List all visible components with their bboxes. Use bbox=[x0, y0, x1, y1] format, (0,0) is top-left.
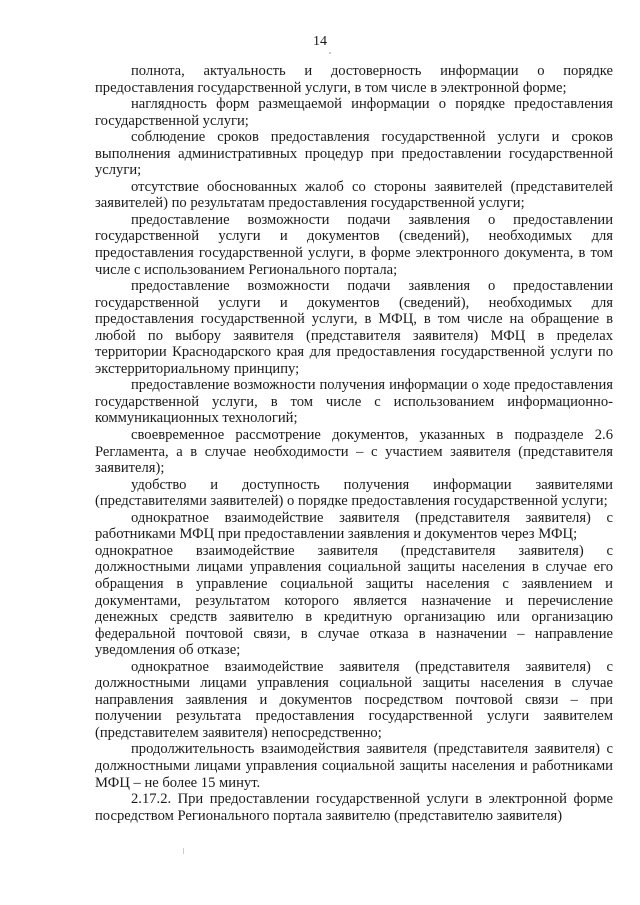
paragraph: предоставление возможности получения информации о ходе предоставления государственной услуги, в том числе с использованием информационно-коммуникационных технологий; bbox=[95, 377, 613, 427]
paragraph: полнота, актуальность и достоверность информации о порядке предоставления государственной услуги, в том числе в электронной форме; bbox=[95, 63, 613, 96]
paragraph: соблюдение сроков предоставления государственной услуги и сроков выполнения административных процедур при предоставлении государственной услуги; bbox=[95, 129, 613, 179]
scan-speck bbox=[329, 52, 331, 54]
scan-mark bbox=[183, 848, 184, 854]
paragraph: продолжительность взаимодействия заявителя (представителя заявителя) с должностными лицами управления социальной защиты населения и работниками МФЦ – не более 15 минут. bbox=[95, 741, 613, 791]
paragraph: наглядность форм размещаемой информации о порядке предоставления государственной услуги; bbox=[95, 96, 613, 129]
document-body bbox=[95, 63, 613, 824]
paragraph: 2.17.2. При предоставлении государственной услуги в электронной форме посредством Регионального портала заявителю (представителю заявителя) bbox=[95, 791, 613, 824]
paragraph: однократное взаимодействие заявителя (представителя заявителя) с должностными лицами управления социальной защиты населения в случае направления заявления и документов посредством почтовой связи – при получении результата предоставления государственной услуги заявителем (представителем заявителя) непосредственно; bbox=[95, 658, 613, 741]
paragraph: своевременное рассмотрение документов, указанных в подразделе 2.6 Регламента, а в случае необходимости – с участием заявителя (представителя заявителя); bbox=[95, 427, 613, 477]
paragraph: предоставление возможности подачи заявления о предоставлении государственной услуги и документов (сведений), необходимых для предоставления государственной услуги, в МФЦ, в том числе на обращение в любой по выбору заявителя (представителя заявителя) МФЦ в пределах территории Краснодарского края для предоставления государственной услуги по экстерриториальному принципу; bbox=[95, 278, 613, 377]
paragraph: удобство и доступность получения информации заявителями (представителями заявителей) о порядке предоставления государственной услуги; bbox=[95, 476, 613, 510]
page-number: 14 bbox=[313, 34, 327, 49]
paragraph: однократное взаимодействие заявителя (представителя заявителя) с работниками МФЦ при предоставлении заявления и документов через МФЦ; bbox=[95, 509, 613, 543]
paragraph: отсутствие обоснованных жалоб со стороны заявителей (представителей заявителей) по результатам предоставления государственной услуги; bbox=[95, 178, 613, 212]
paragraph: предоставление возможности подачи заявления о предоставлении государственной услуги и документов (сведений), необходимых для предоставления государственной услуги, в форме электронного документа, в том числе с использованием Регионального портала; bbox=[95, 211, 613, 278]
paragraph: однократное взаимодействие заявителя (представителя заявителя) с должностными лицами управления социальной защиты населения в случае его обращения в управление социальной защиты населения с заявлением и документами, результатом которого является назначение и перечисление денежных средств заявителю в кредитную организацию или организацию федеральной почтовой связи, в случае отказа в назначении – направление уведомления об отказе; bbox=[95, 542, 613, 659]
